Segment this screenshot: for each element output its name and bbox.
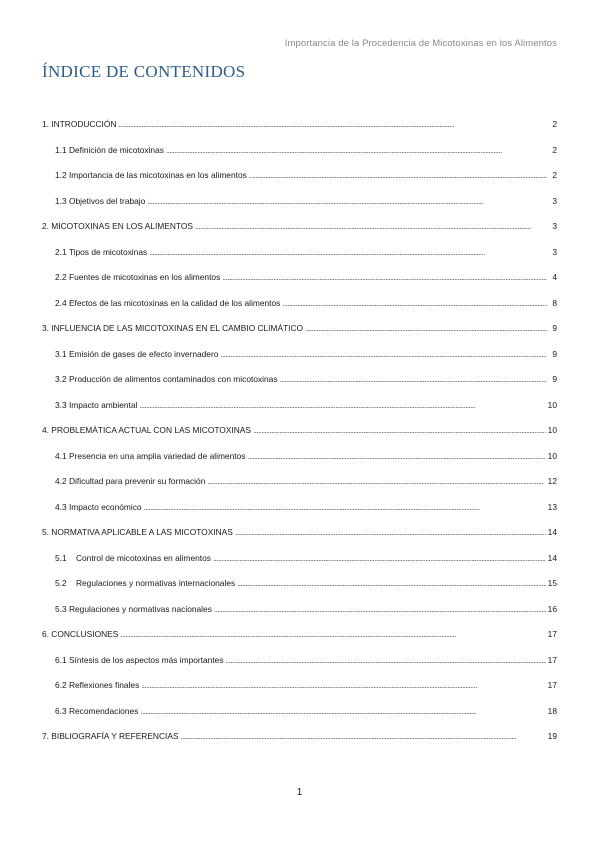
toc-entry-label: 2.4 Efectos de las micotoxinas en la calidad de los alimentos — [55, 297, 281, 308]
toc-entry-page: 3 — [552, 221, 557, 231]
toc-section-entry[interactable] — [42, 425, 557, 451]
toc-subsection-entry[interactable] — [42, 298, 557, 324]
toc-entry-label: 2.1 Tipos de micotoxinas — [55, 246, 148, 257]
toc-entry-label: 3.2 Producción de alimentos contaminados con micotoxinas — [55, 374, 278, 384]
toc-entry-page: 10 — [547, 450, 557, 461]
toc-entry-page: 10 — [547, 399, 557, 410]
toc-entry-label: 7. BIBLIOGRAFÍA Y REFERENCIAS — [42, 731, 179, 741]
toc-entry-page: 13 — [547, 501, 557, 512]
toc-entry-page: 15 — [547, 578, 557, 588]
toc-entry-label: 6.1 Síntesis de los aspectos más importantes — [55, 654, 224, 665]
dot-leader — [214, 604, 546, 614]
table-of-contents — [42, 119, 557, 757]
dot-leader — [253, 425, 546, 435]
toc-subsection-entry[interactable] — [42, 553, 557, 579]
dot-leader — [147, 196, 547, 206]
toc-entry-label: 5.1 Control de micotoxinas en alimentos — [55, 552, 211, 563]
toc-entry-page: 3 — [552, 246, 557, 257]
dot-leader — [222, 272, 547, 282]
toc-title: ÍNDICE DE CONTENIDOS — [42, 62, 246, 81]
toc-entry-page: 16 — [547, 603, 557, 614]
toc-subsection-entry[interactable] — [42, 272, 557, 298]
toc-entry-label: 5.2 Regulaciones y normativas internacionales — [55, 578, 236, 588]
toc-entry-page: 14 — [547, 527, 557, 537]
toc-entry-page: 4 — [552, 272, 557, 282]
toc-subsection-entry[interactable] — [42, 680, 557, 706]
toc-entry-page: 19 — [547, 731, 557, 741]
dot-leader — [139, 400, 545, 410]
dot-leader — [235, 527, 546, 537]
toc-entry-page: 3 — [552, 195, 557, 206]
toc-entry-label: 4.1 Presencia en una amplia variedad de alimentos — [55, 450, 246, 461]
toc-subsection-entry[interactable] — [42, 247, 557, 273]
dot-leader — [280, 374, 547, 384]
toc-section-entry[interactable] — [42, 731, 557, 757]
toc-section-entry[interactable] — [42, 527, 557, 553]
dot-leader — [141, 680, 545, 690]
toc-entry-label: 4.2 Dificultad para prevenir su formación — [55, 476, 206, 486]
toc-entry-page: 9 — [552, 374, 557, 384]
toc-entry-label: 5. NORMATIVA APLICABLE A LAS MICOTOXINAS — [42, 527, 233, 537]
dot-leader — [181, 731, 546, 741]
toc-entry-label: 3. INFLUENCIA DE LAS MICOTOXINAS EN EL CAMBIO CLIMÁTICO — [42, 323, 304, 333]
dot-leader — [166, 145, 547, 155]
dot-leader — [144, 502, 546, 512]
toc-entry-label: 1.3 Objetivos del trabajo — [55, 195, 146, 206]
toc-entry-page: 12 — [547, 476, 557, 486]
toc-section-entry[interactable] — [42, 323, 557, 349]
toc-entry-label: 5.3 Regulaciones y normativas nacionales — [55, 603, 212, 614]
dot-leader — [282, 298, 547, 308]
toc-entry-page: 9 — [552, 323, 557, 333]
dot-leader — [149, 247, 547, 257]
toc-entry-page: 17 — [547, 680, 557, 690]
toc-entry-label: 6.3 Recomendaciones — [55, 705, 139, 716]
toc-entry-label: 4. PROBLEMÁTICA ACTUAL CON LAS MICOTOXINAS — [42, 425, 251, 435]
toc-subsection-entry[interactable] — [42, 374, 557, 400]
toc-entry-page: 2 — [552, 170, 557, 180]
toc-subsection-entry[interactable] — [42, 502, 557, 528]
dot-leader — [140, 706, 545, 716]
dot-leader — [237, 578, 546, 588]
toc-entry-page: 8 — [552, 297, 557, 308]
toc-subsection-entry[interactable] — [42, 655, 557, 681]
toc-subsection-entry[interactable] — [42, 349, 557, 375]
toc-subsection-entry[interactable] — [42, 706, 557, 732]
toc-entry-page: 14 — [547, 552, 557, 563]
toc-subsection-entry[interactable] — [42, 476, 557, 502]
toc-entry-label: 2. MICOTOXINAS EN LOS ALIMENTOS — [42, 221, 193, 231]
toc-subsection-entry[interactable] — [42, 196, 557, 222]
running-header: Importancia de la Procedencia de Micotoxinas en los Alimentos — [284, 38, 557, 49]
dot-leader — [118, 119, 547, 129]
toc-entry-page: 10 — [547, 425, 557, 435]
toc-entry-label: 6. CONCLUSIONES — [42, 629, 119, 639]
toc-subsection-entry[interactable] — [42, 604, 557, 630]
toc-entry-page: 18 — [547, 705, 557, 716]
toc-subsection-entry[interactable] — [42, 578, 557, 604]
toc-entry-label: 3.3 Impacto ambiental — [55, 399, 138, 410]
toc-subsection-entry[interactable] — [42, 170, 557, 196]
dot-leader — [220, 349, 547, 359]
toc-entry-label: 2.2 Fuentes de micotoxinas en los alimentos — [55, 272, 221, 282]
toc-entry-label: 4.3 Impacto económico — [55, 501, 142, 512]
dot-leader — [195, 221, 547, 231]
toc-entry-label: 1. INTRODUCCIÓN — [42, 119, 117, 129]
dot-leader — [247, 451, 545, 461]
toc-entry-label: 3.1 Emisión de gases de efecto invernadero — [55, 348, 219, 359]
dot-leader — [249, 170, 547, 180]
dot-leader — [207, 476, 545, 486]
toc-entry-label: 1.1 Definición de micotoxinas — [55, 144, 164, 155]
toc-entry-label: 1.2 Importancia de las micotoxinas en los alimentos — [55, 170, 247, 180]
toc-subsection-entry[interactable] — [42, 400, 557, 426]
dot-leader — [305, 323, 547, 333]
toc-subsection-entry[interactable] — [42, 451, 557, 477]
toc-section-entry[interactable] — [42, 119, 557, 145]
toc-entry-page: 17 — [547, 654, 557, 665]
page-number: 1 — [296, 787, 303, 798]
toc-subsection-entry[interactable] — [42, 145, 557, 171]
toc-entry-page: 2 — [552, 144, 557, 155]
toc-entry-page: 9 — [552, 348, 557, 359]
dot-leader — [120, 629, 545, 639]
dot-leader — [213, 553, 546, 563]
toc-entry-page: 2 — [552, 119, 557, 129]
dot-leader — [226, 655, 546, 665]
toc-section-entry[interactable] — [42, 221, 557, 247]
toc-entry-page: 17 — [547, 629, 557, 639]
toc-section-entry[interactable] — [42, 629, 557, 655]
toc-entry-label: 6.2 Reflexiones finales — [55, 680, 140, 690]
